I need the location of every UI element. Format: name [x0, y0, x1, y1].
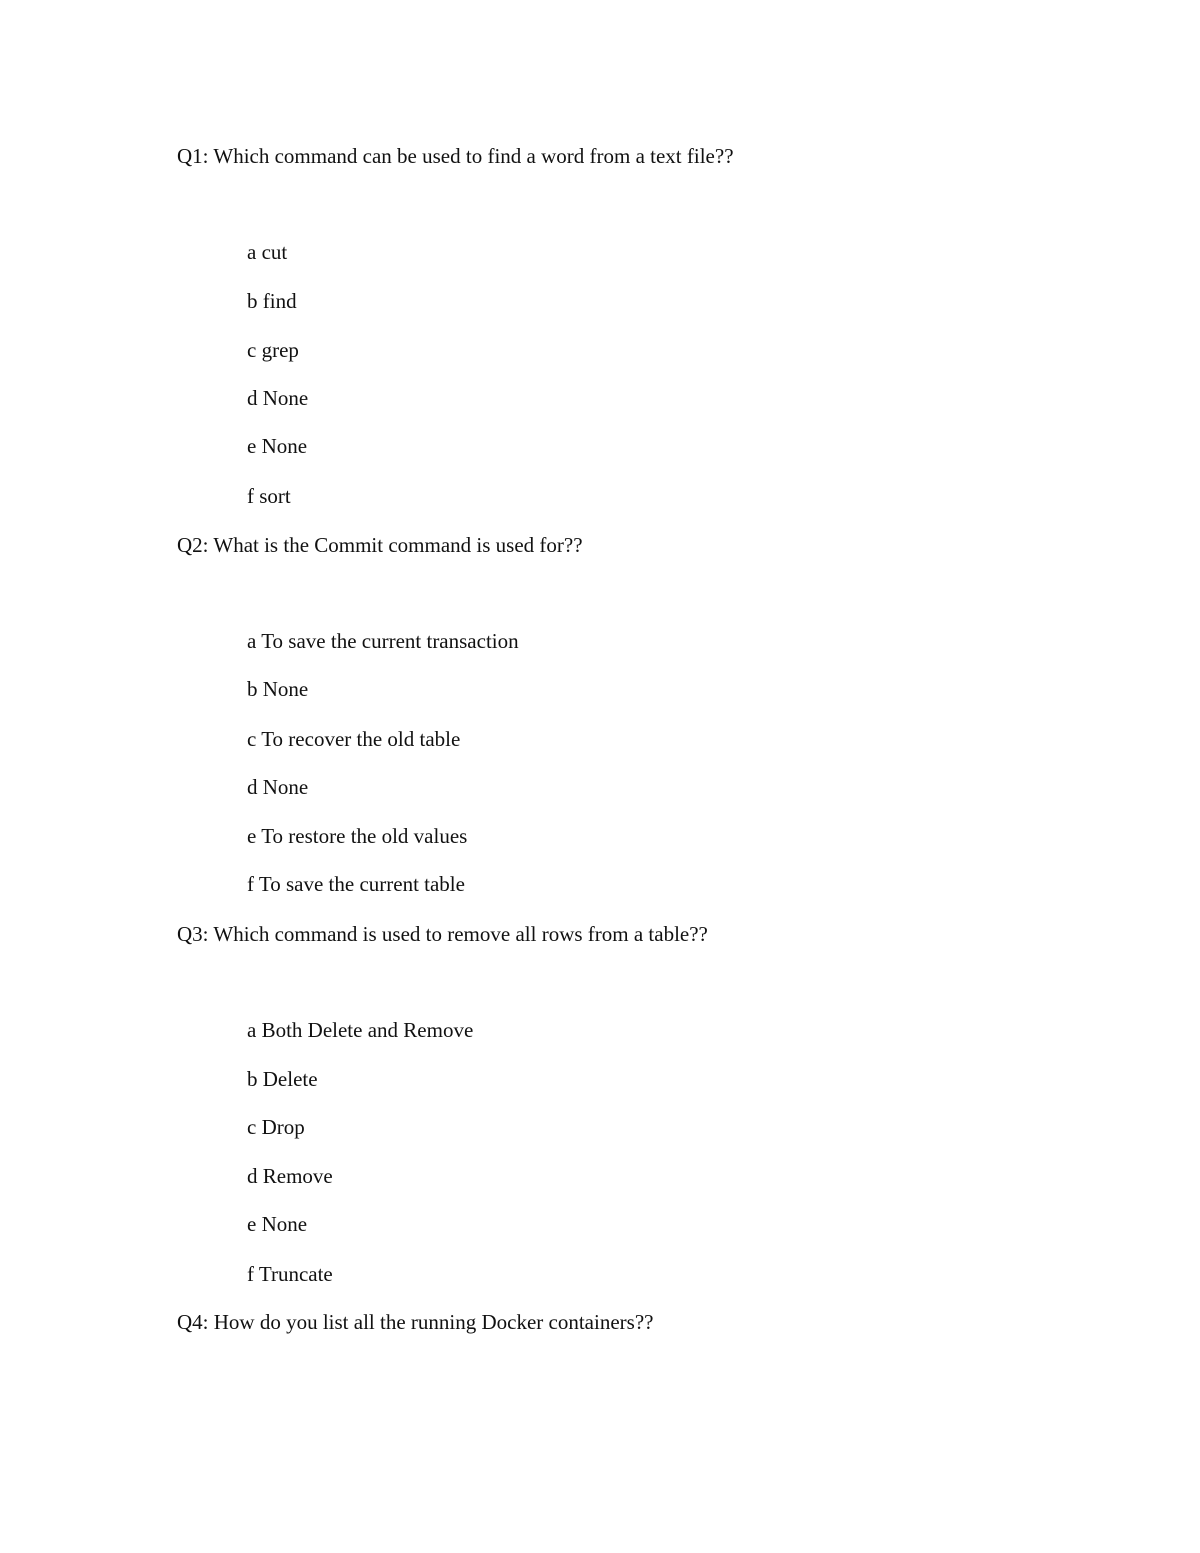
question-2-option-a: a To save the current transaction [247, 629, 519, 653]
question-3-option-d: d Remove [247, 1164, 333, 1188]
question-2: Q2: What is the Commit command is used for?? [177, 533, 583, 557]
question-2-option-f: f To save the current table [247, 872, 465, 896]
question-1-option-b: b find [247, 289, 297, 313]
question-4: Q4: How do you list all the running Docker containers?? [177, 1310, 654, 1334]
question-1-option-d: d None [247, 386, 309, 410]
question-1-option-a: a cut [247, 240, 288, 264]
question-3-option-a: a Both Delete and Remove [247, 1018, 474, 1042]
question-2-option-e: e To restore the old values [247, 824, 468, 848]
question-1: Q1: Which command can be used to find a word from a text file?? [177, 144, 734, 168]
question-3: Q3: Which command is used to remove all rows from a table?? [177, 922, 708, 946]
question-3-option-c: c Drop [247, 1115, 305, 1139]
question-2-option-d: d None [247, 775, 309, 799]
question-3-option-b: b Delete [247, 1067, 318, 1091]
question-1-option-f: f sort [247, 484, 291, 508]
question-1-option-c: c grep [247, 338, 299, 362]
question-3-option-f: f Truncate [247, 1262, 333, 1286]
question-2-option-b: b None [247, 677, 309, 701]
question-1-option-e: e None [247, 434, 308, 458]
question-2-option-c: c To recover the old table [247, 727, 461, 751]
question-3-option-e: e None [247, 1212, 308, 1236]
